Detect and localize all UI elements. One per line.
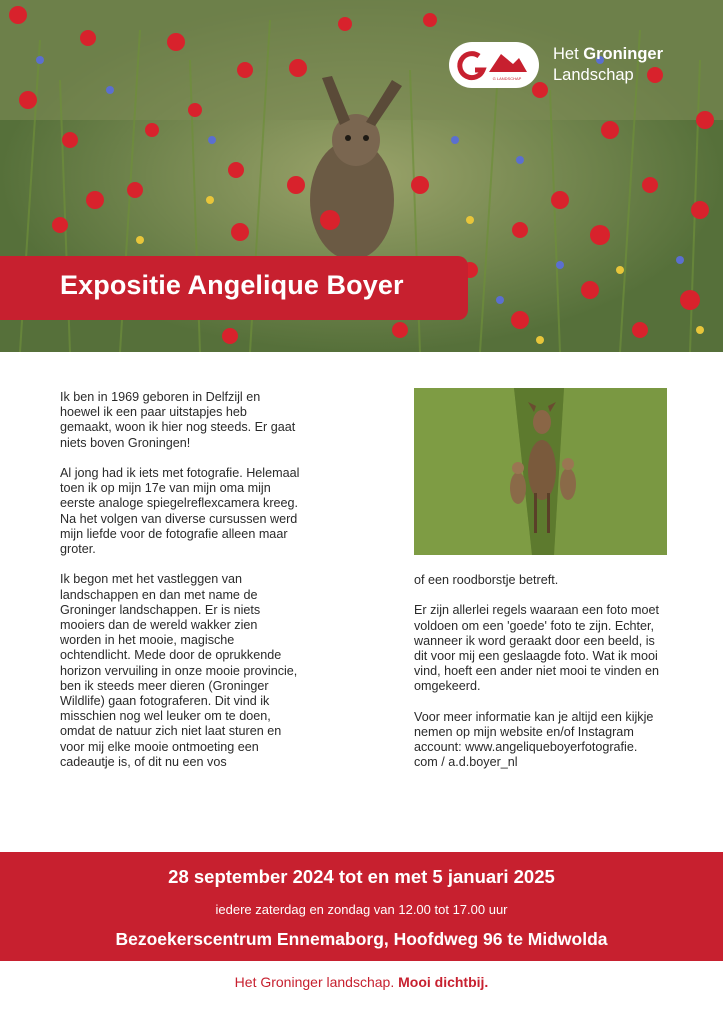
deer-photo-image bbox=[414, 388, 667, 555]
page-title: Expositie Angelique Boyer bbox=[60, 270, 404, 300]
event-dates: 28 september 2024 tot en met 5 januari 2025 bbox=[168, 866, 555, 887]
right-text-column bbox=[414, 573, 664, 786]
footer-tagline bbox=[0, 974, 723, 990]
left-text-column bbox=[60, 390, 300, 785]
paragraph: Ik begon met het vastleggen van landschappen en dan met name de Groninger landschappen. Er is niets mooiers dan de wereld wakker zien worden in het mooie, magische ochtendlicht. Mede door de oprukkende horizon vervuiling in onze mooie provincie, ben ik steeds meer dieren (Groninger Wildlife) gaan fotograferen. Dit vind ik misschien nog wel leuker om te doen, omdat de natuur zich niet laat sturen en voor mij elke mooie ontmoeting een cadeautje is, of dit nu een vos bbox=[60, 572, 298, 769]
logo-word-het: Het bbox=[553, 45, 584, 63]
het-groninger-landschap-logo bbox=[449, 40, 699, 92]
event-details-banner bbox=[0, 852, 723, 961]
logo-mark-text: G LANDSCHAP bbox=[492, 76, 522, 81]
paragraph: of een roodborstje betreft. bbox=[414, 573, 559, 587]
paragraph: Voor meer informatie kan je altijd een kijkje nemen op mijn website en/of Instagram account: www.angeliqueboyerfotografie. com / a.d.boyer_nl bbox=[414, 709, 654, 770]
logo-emblem-icon bbox=[449, 42, 539, 88]
logo-mark bbox=[449, 42, 539, 88]
logo-word-groninger: Groninger bbox=[583, 45, 664, 63]
hero-photo bbox=[0, 0, 723, 352]
title-banner bbox=[0, 256, 468, 320]
paragraph: Ik ben in 1969 geboren in Delfzijl en hoewel ik een paar uitstapjes heb gemaakt, woon ik hier nog steeds. Er gaat niets boven Groningen! bbox=[60, 390, 296, 450]
footer-text: Het Groninger landschap. bbox=[234, 974, 399, 990]
event-venue: Bezoekerscentrum Ennemaborg, Hoofdweg 96 te Midwolda bbox=[115, 929, 608, 949]
footer-slogan: Mooi dichtbij. bbox=[398, 974, 489, 990]
logo-word-landschap: Landschap bbox=[553, 66, 634, 84]
paragraph: Er zijn allerlei regels waaraan een foto moet voldoen om een 'goede' foto te zijn. Echter, wanneer ik word geraakt door een beeld, is dit voor mij een geslaagde foto. Wat ik mooi vind, hoeft een ander niet mooi te vinden en omgekeerd. bbox=[414, 603, 660, 694]
deer-family-photo bbox=[414, 388, 667, 555]
paragraph: Al jong had ik iets met fotografie. Helemaal toen ik op mijn 17e van mijn oma mijn eerste analoge spiegelreflexcamera kreeg. Na het volgen van diverse cursussen werd mijn liefde voor de fotografie alleen maar groter. bbox=[60, 466, 300, 557]
event-hours: iedere zaterdag en zondag van 12.00 tot 17.00 uur bbox=[215, 902, 508, 917]
logo-wordmark bbox=[553, 44, 663, 86]
